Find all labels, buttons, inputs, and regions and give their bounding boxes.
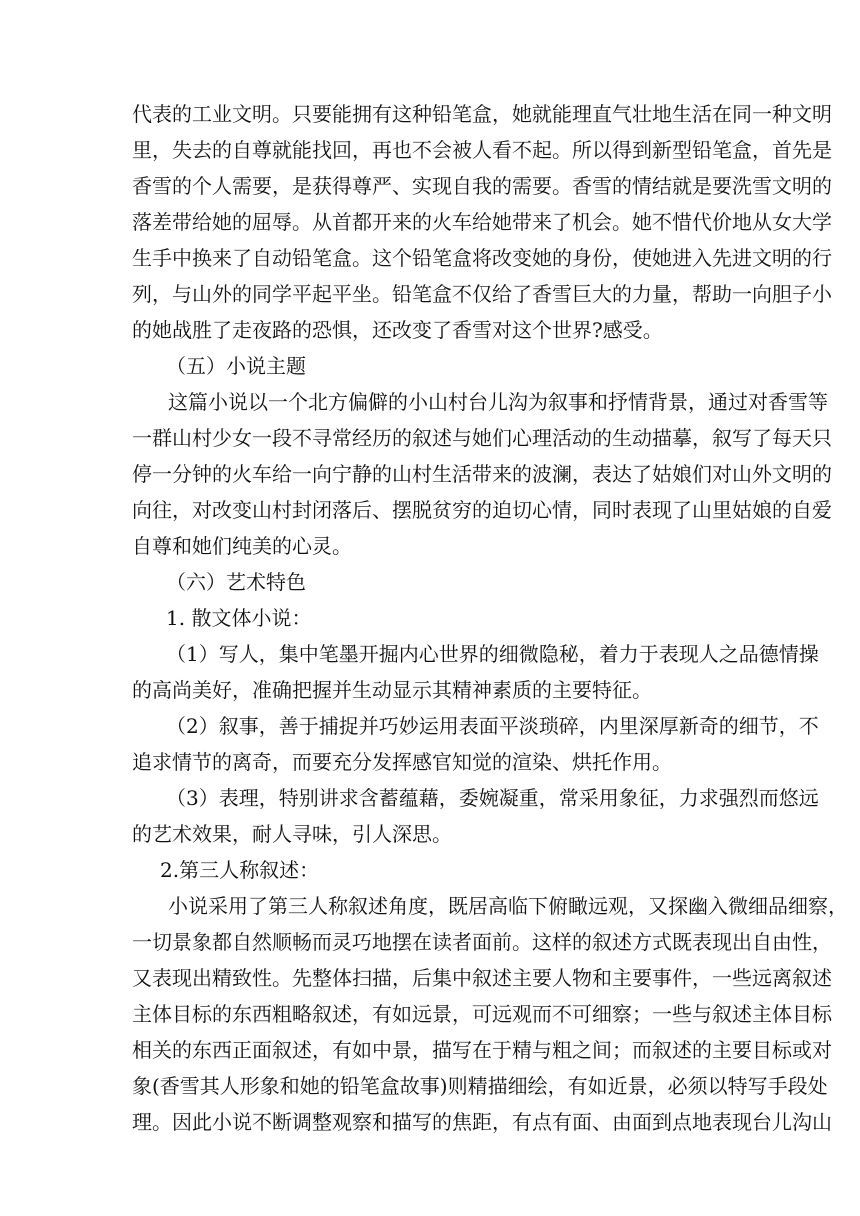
text-line: 2.第三人称叙述： [160, 858, 320, 882]
text-line: 这篇小说以一个北方偏僻的小山村台儿沟为叙事和抒情背景，通过对香雪等 [168, 390, 828, 414]
text-line: 向往，对改变山村封闭落后、摆脱贫穷的迫切心情，同时表现了山里姑娘的自爱 [132, 498, 832, 522]
text-line: （3）表理，特别讲求含蓄蕴藉，委婉凝重，常采用象征，力求强烈而悠远 [166, 786, 819, 810]
document-body [132, 96, 848, 1140]
text-line: 里，失去的自尊就能找回，再也不会被人看不起。所以得到新型铅笔盒，首先是 [132, 138, 832, 162]
text-line: （2）叙事，善于捕捉并巧妙运用表面平淡琐碎，内里深厚新奇的细节，不 [166, 714, 819, 738]
text-line: 又表现出精致性。先整体扫描，后集中叙述主要人物和主要事件，一些远离叙述 [132, 966, 832, 990]
text-line: 的她战胜了走夜路的恐惧，还改变了香雪对这个世界?感受。 [132, 318, 663, 342]
text-line: （五）小说主题 [166, 354, 306, 378]
text-line: （六）艺术特色 [166, 570, 306, 594]
text-line: 落差带给她的屈辱。从首都开来的火车给她带来了机会。她不惜代价地从女大学 [132, 210, 832, 234]
text-line: 的高尚美好，准确把握并生动显示其精神素质的主要特征。 [132, 678, 652, 702]
text-line: 相关的东西正面叙述，有如中景，描写在于精与粗之间；而叙述的主要目标或对 [132, 1038, 832, 1062]
text-line: 小说采用了第三人称叙述角度，既居高临下俯瞰远观，又探幽入微细品细察， [168, 894, 848, 918]
text-line: 列，与山外的同学平起平坐。铅笔盒不仅给了香雪巨大的力量，帮助一向胆子小 [132, 282, 832, 306]
text-line: 追求情节的离奇，而要充分发挥感官知觉的渲染、烘托作用。 [132, 750, 672, 774]
text-line: 主体目标的东西粗略叙述，有如远景，可远观而不可细察；一些与叙述主体目标 [132, 1002, 832, 1026]
text-line: 象(香雪其人形象和她的铅笔盒故事)则精描细绘，有如近景，必须以特写手段处 [132, 1074, 828, 1098]
text-line: 香雪的个人需要，是获得尊严、实现自我的需要。香雪的情结就是要洗雪文明的 [132, 174, 832, 198]
text-line: 一群山村少女一段不寻常经历的叙述与她们心理活动的生动描摹，叙写了每天只 [132, 426, 832, 450]
text-line: （1）写人，集中笔墨开掘内心世界的细微隐秘，着力于表现人之品德情操 [166, 642, 819, 666]
text-line: 停一分钟的火车给一向宁静的山村生活带来的波澜，表达了姑娘们对山外文明的 [132, 462, 832, 486]
text-line: 理。因此小说不断调整观察和描写的焦距，有点有面、由面到点地表现台儿沟山 [132, 1110, 832, 1134]
text-line: 1. 散文体小说： [166, 606, 312, 630]
text-line: 代表的工业文明。只要能拥有这种铅笔盒，她就能理直气壮地生活在同一种文明 [132, 102, 832, 126]
text-line: 的艺术效果，耐人寻味，引人深思。 [132, 822, 452, 846]
text-line: 生手中换来了自动铅笔盒。这个铅笔盒将改变她的身份，使她进入先进文明的行 [132, 246, 832, 270]
text-line: 自尊和她们纯美的心灵。 [132, 534, 352, 558]
text-line: 一切景象都自然顺畅而灵巧地摆在读者面前。这样的叙述方式既表现出自由性， [132, 930, 832, 954]
